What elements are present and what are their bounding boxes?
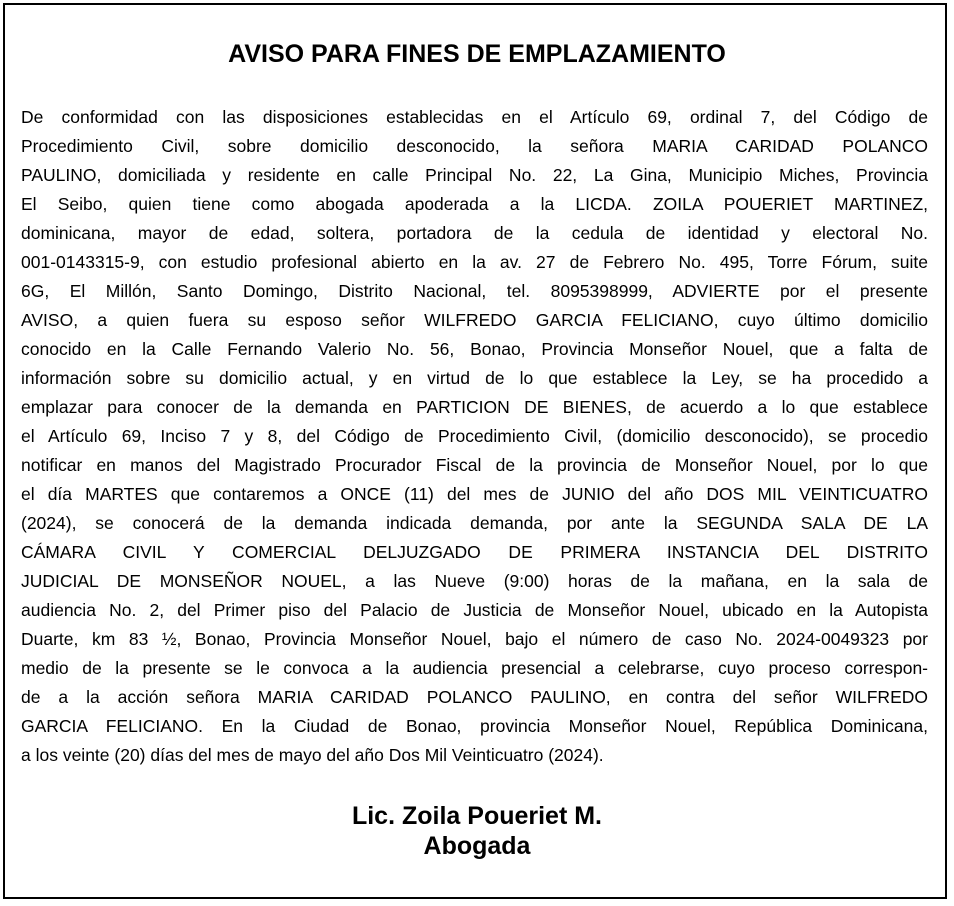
body-line: 001-0143315-9, con estudio profesional abierto en la av. 27 de Febrero No. 495, Torre Fórum, suite	[21, 252, 928, 272]
body-line: notificar en manos del Magistrado Procurador Fiscal de la provincia de Monseñor Nouel, por lo que	[21, 455, 928, 475]
body-line: conocido en la Calle Fernando Valerio No. 56, Bonao, Provincia Monseñor Nouel, que a falta de	[21, 339, 928, 359]
notice-title: AVISO PARA FINES DE EMPLAZAMIENTO	[228, 40, 726, 68]
body-line: el Artículo 69, Inciso 7 y 8, del Código de Procedimiento Civil, (domicilio desconocido), se procedio	[21, 426, 928, 446]
signature-block	[5, 801, 949, 861]
signature-role: Abogada	[423, 832, 531, 860]
body-line: dominicana, mayor de edad, soltera, portadora de la cedula de identidad y electoral No.	[21, 223, 928, 243]
body-line: PAULINO, domiciliada y residente en calle Principal No. 22, La Gina, Municipio Miches, Provincia	[21, 165, 928, 185]
body-line: Duarte, km 83 ½, Bonao, Provincia Monseñor Nouel, bajo el número de caso No. 2024-0049323 por	[21, 629, 928, 649]
notice-frame	[3, 3, 947, 899]
body-line: 6G, El Millón, Santo Domingo, Distrito Nacional, tel. 8095398999, ADVIERTE por el presente	[21, 281, 928, 301]
body-line: GARCIA FELICIANO. En la Ciudad de Bonao, provincia Monseñor Nouel, República Dominicana,	[21, 716, 928, 736]
body-line: AVISO, a quien fuera su esposo señor WILFREDO GARCIA FELICIANO, cuyo último domicilio	[21, 310, 928, 330]
body-line: el día MARTES que contaremos a ONCE (11) del mes de JUNIO del año DOS MIL VEINTICUATRO	[21, 484, 928, 504]
body-line: El Seibo, quien tiene como abogada apoderada a la LICDA. ZOILA POUERIET MARTINEZ,	[21, 194, 928, 214]
body-line: emplazar para conocer de la demanda en PARTICION DE BIENES, de acuerdo a lo que establece	[21, 397, 928, 417]
notice-body	[21, 103, 928, 770]
body-line: medio de la presente se le convoca a la audiencia presencial a celebrarse, cuyo proceso correspon-	[21, 658, 928, 678]
body-line: De conformidad con las disposiciones establecidas en el Artículo 69, ordinal 7, del Código de	[21, 107, 928, 127]
body-line: Procedimiento Civil, sobre domicilio desconocido, la señora MARIA CARIDAD POLANCO	[21, 136, 928, 156]
signature-name: Lic. Zoila Poueriet M.	[351, 802, 603, 830]
body-line-last: a los veinte (20) días del mes de mayo del año Dos Mil Veinticuatro (2024).	[21, 745, 604, 765]
body-line: audiencia No. 2, del Primer piso del Palacio de Justicia de Monseñor Nouel, ubicado en la Autopista	[21, 600, 928, 620]
body-line: JUDICIAL DE MONSEÑOR NOUEL, a las Nueve (9:00) horas de la mañana, en la sala de	[21, 571, 928, 591]
body-line: CÁMARA CIVIL Y COMERCIAL DELJUZGADO DE PRIMERA INSTANCIA DEL DISTRITO	[21, 542, 928, 562]
body-line: información sobre su domicilio actual, y en virtud de lo que establece la Ley, se ha procedido a	[21, 368, 928, 388]
body-line: (2024), se conocerá de la demanda indicada demanda, por ante la SEGUNDA SALA DE LA	[21, 513, 928, 533]
body-line: de a la acción señora MARIA CARIDAD POLANCO PAULINO, en contra del señor WILFREDO	[21, 687, 928, 707]
